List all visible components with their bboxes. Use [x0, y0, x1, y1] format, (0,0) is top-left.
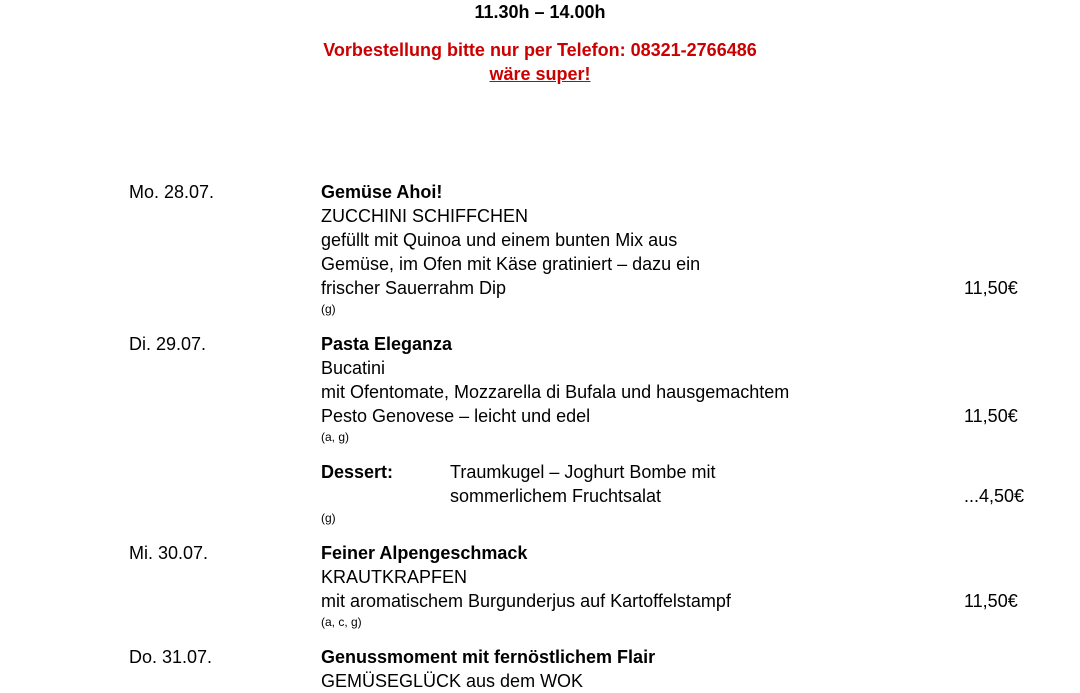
day-label-tuesday: Di. 29.07.: [129, 334, 207, 354]
preorder-note: wäre super!: [489, 64, 591, 84]
dish-name-thursday: GEMÜSEGLÜCK aus dem WOK: [321, 671, 584, 691]
day-label-wednesday: Mi. 30.07.: [129, 543, 209, 563]
dish-name-tuesday: Bucatini: [321, 358, 386, 378]
preorder-notice: Vorbestellung bitte nur per Telefon: 08321-2766486: [323, 40, 757, 60]
dish-desc-monday-3: frischer Sauerrahm Dip: [321, 278, 507, 298]
allergens-tuesday: (a, g): [321, 430, 350, 444]
dessert-allergens: (g): [321, 511, 336, 525]
opening-hours: 11.30h – 14.00h: [474, 2, 606, 22]
dish-title-monday: Gemüse Ahoi!: [321, 182, 443, 202]
dish-name-monday: ZUCCHINI SCHIFFCHEN: [321, 206, 528, 226]
price-wednesday: 11,50€: [964, 591, 1018, 611]
day-label-monday: Mo. 28.07.: [129, 182, 215, 202]
dessert-label: Dessert:: [321, 462, 394, 482]
dish-title-wednesday: Feiner Alpengeschmack: [321, 543, 528, 563]
allergens-monday: (g): [321, 302, 336, 316]
dish-title-thursday: Genussmoment mit fernöstlichem Flair: [321, 647, 656, 667]
dish-name-wednesday: KRAUTKRAPFEN: [321, 567, 468, 587]
dish-title-tuesday: Pasta Eleganza: [321, 334, 453, 354]
dish-desc-monday-1: gefüllt mit Quinoa und einem bunten Mix aus: [321, 230, 678, 250]
dish-desc-wednesday-1: mit aromatischem Burgunderjus auf Kartoffelstampf: [321, 591, 731, 611]
dessert-line-1: Traumkugel – Joghurt Bombe mit: [450, 462, 716, 482]
dish-desc-monday-2: Gemüse, im Ofen mit Käse gratiniert – dazu ein: [321, 254, 701, 274]
dessert-price: ...4,50€: [964, 486, 1025, 506]
day-label-thursday: Do. 31.07.: [129, 647, 213, 667]
allergens-wednesday: (a, c, g): [321, 615, 362, 629]
dish-desc-tuesday-1: mit Ofentomate, Mozzarella di Bufala und hausgemachtem: [321, 382, 790, 402]
price-tuesday: 11,50€: [964, 406, 1018, 426]
dish-desc-tuesday-2: Pesto Genovese – leicht und edel: [321, 406, 591, 426]
dessert-line-2: sommerlichem Fruchtsalat: [450, 486, 662, 506]
price-monday: 11,50€: [964, 278, 1018, 298]
